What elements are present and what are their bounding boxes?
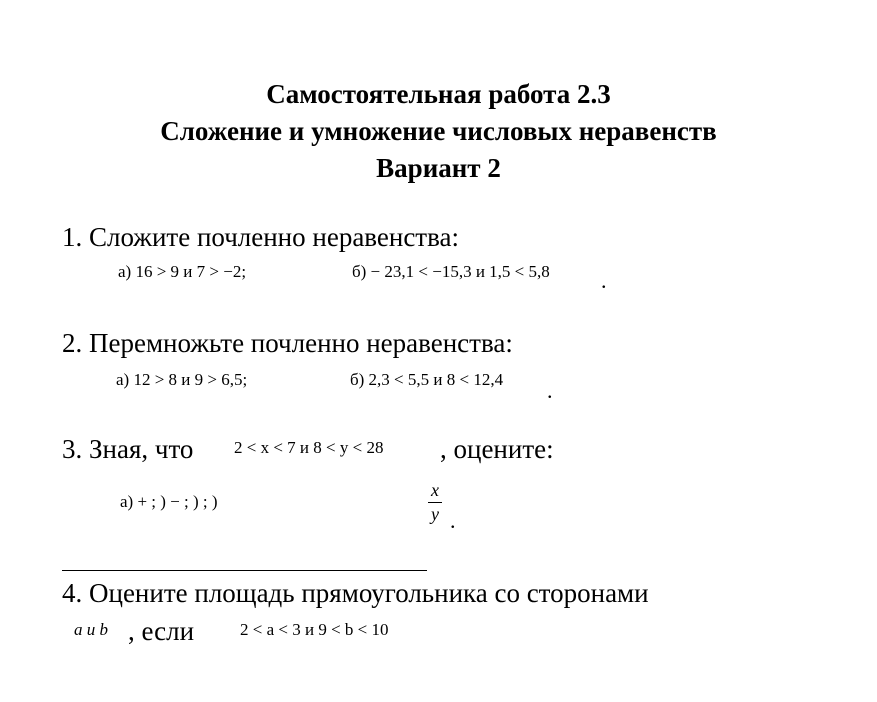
task-2-text: 2. Перемножьте почленно неравенства:: [62, 328, 513, 358]
worksheet-title: Самостоятельная работа 2.3: [266, 79, 611, 109]
task-1-dot: .: [601, 268, 607, 293]
task-2-item-a: а) 12 > 8 и 9 > 6,5;: [116, 370, 248, 389]
task-3-text: 3. Зная, что: [62, 434, 194, 464]
worksheet-variant: Вариант 2: [376, 153, 501, 183]
task-2-dot: .: [547, 378, 553, 403]
task-3-text-end: , оцените:: [440, 434, 554, 464]
task-2-item-b: б) 2,3 < 5,5 и 8 < 12,4: [350, 370, 504, 389]
task-4-condition: 2 < a < 3 и 9 < b < 10: [240, 620, 389, 639]
task-1-item-b: б) − 23,1 < −15,3 и 1,5 < 5,8: [352, 262, 550, 281]
task-4-text-mid: , если: [128, 616, 195, 646]
fraction-bar: [428, 502, 442, 503]
divider-line: [62, 570, 427, 571]
task-4-text: 4. Оцените площадь прямоугольника со сторонами: [62, 578, 649, 608]
worksheet-topic: Сложение и умножение числовых неравенств: [160, 116, 717, 146]
task-3-items: а) + ; ) − ; ) ; ): [120, 492, 218, 511]
task-4-sides: a и b: [74, 620, 108, 639]
task-3-condition: 2 < x < 7 и 8 < y < 28: [234, 438, 384, 457]
fraction-denominator: y: [431, 504, 439, 524]
fraction-numerator: x: [431, 480, 439, 500]
task-1-text: 1. Сложите почленно неравенства:: [62, 222, 459, 252]
task-3-dot: .: [450, 508, 456, 533]
task-1-item-a: а) 16 > 9 и 7 > −2;: [118, 262, 247, 281]
